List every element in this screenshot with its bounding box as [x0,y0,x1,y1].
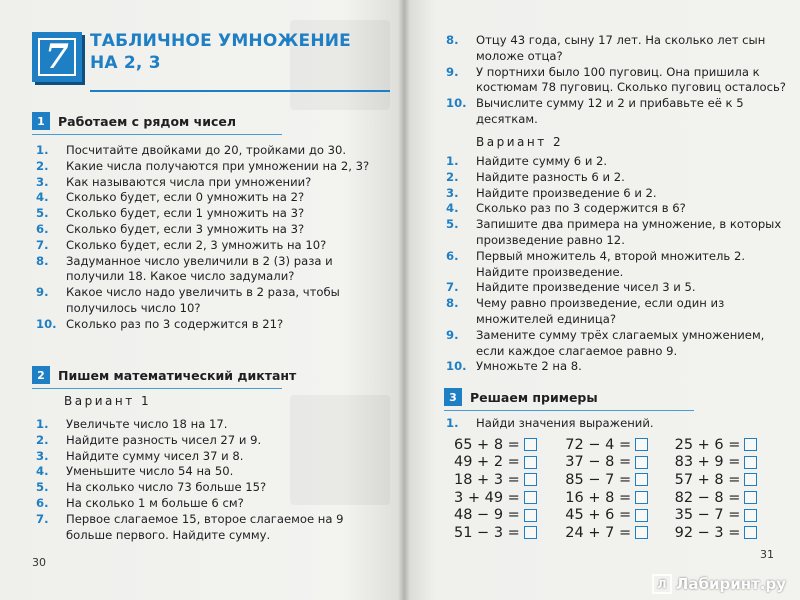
example [454,437,565,453]
item-number: 9. [36,285,49,300]
item-number: 5. [36,480,49,495]
section2-divider [32,388,282,389]
variant1-continued-list [446,33,786,128]
example-expression: 25 + 6 = [674,436,741,453]
answer-box [524,456,537,469]
page-number-right: 31 [760,548,774,561]
item-text: Вычислите сумму 12 и 2 и прибавьте её к 5 десяткам. [476,96,744,126]
answer-box [744,491,757,504]
example-expression: 49 + 2 = [454,454,520,471]
list-item [36,175,376,191]
item-number: 9. [446,327,459,342]
answer-box [524,491,537,504]
item-number: 1. [446,416,459,430]
example-expression: 51 − 3 = [454,524,520,541]
item-text: Отцу 43 года, сыну 17 лет. На сколько лет сын моложе отца? [476,33,766,63]
chapter-title [90,30,351,74]
chapter-number: 7 [45,37,69,77]
item-text: Найдите разность 6 и 2. [476,169,625,184]
list-item [36,433,376,449]
list-item [446,65,786,97]
item-text: Задуманное число увеличили в 2 (3) раза и получили 18. Какое число задумали? [66,253,333,284]
answer-box [744,473,757,486]
list-item [446,280,786,296]
item-text: У портнихи было 100 пуговиц. Она пришила к костюмам 78 пуговиц. Сколько пуговиц осталось? [476,64,786,95]
section2-title: Пишем математический диктант [58,367,297,383]
item-number: 2. [36,432,49,447]
item-number: 6. [36,495,49,510]
example-row [454,506,774,524]
list-item [36,317,376,333]
list-item [36,190,376,206]
item-text: Посчитайте двойками до 20, тройками до 30. [66,143,347,157]
list-item [36,449,376,465]
answer-box [635,456,648,469]
example-expression: 82 − 8 = [674,489,741,506]
list-item [446,33,786,65]
answer-box [744,438,757,451]
example [675,525,774,541]
right-page [404,0,800,600]
list-item [36,222,376,238]
example [675,490,774,506]
item-text: Как называются числа при умножении? [66,174,312,189]
example-expression: 16 + 8 = [565,489,632,506]
item-number: 7. [36,237,49,252]
list-item [36,206,376,222]
chapter-title-line2: НА 2, 3 [90,53,161,73]
answer-box [635,509,648,522]
item-number: 1. [36,417,49,431]
item-number: 10. [446,96,467,111]
item-number: 1. [446,154,459,168]
item-number: 4. [36,190,49,205]
example-expression: 24 + 7 = [565,524,632,541]
list-item [36,480,376,496]
item-number: 10. [446,359,467,374]
answer-box [524,438,537,451]
variant2-label: Вариант 2 [476,135,564,149]
answer-box [744,509,757,522]
variant1-label: Вариант 1 [64,394,152,408]
item-text: Найди значения выражений. [476,416,654,430]
item-text: Найдите сумму чисел 37 и 8. [66,448,244,463]
labirint-logo-icon: Л [652,574,672,594]
example [454,454,565,470]
item-number: 5. [446,217,459,232]
item-number: 2. [446,169,459,184]
example-expression: 85 − 7 = [565,471,632,488]
example-expression: 45 + 6 = [565,507,632,524]
item-number: 4. [36,464,49,479]
list-item [446,249,786,281]
item-number: 7. [36,511,49,526]
book-gutter [398,0,410,600]
examples-grid [454,436,774,542]
example [675,437,774,453]
list-item [36,159,376,175]
example-expression: 18 + 3 = [454,471,520,488]
item-text: На сколько число 73 больше 15? [66,480,267,495]
example [565,525,674,541]
example-row [454,524,774,542]
section3-number: 3 [444,388,462,406]
section1-question-list [36,143,376,333]
example-row [454,489,774,507]
example-expression: 92 − 3 = [674,524,741,541]
section1-heading [32,112,236,130]
variant2-question-list [446,154,786,375]
item-text: Увеличьте число 18 на 17. [66,417,228,431]
list-item [446,328,786,360]
list-item [36,496,376,512]
item-number: 8. [36,253,49,268]
watermark [652,574,786,594]
item-number: 3. [446,185,459,200]
answer-box [635,473,648,486]
item-number: 9. [446,64,459,79]
answer-box [524,473,537,486]
item-number: 8. [446,296,459,311]
section2-heading [32,366,296,384]
example-row [454,436,774,454]
chapter-header [28,28,398,100]
example [454,525,565,541]
item-text: Какие числа получаются при умножении на 2, 3? [66,158,370,173]
section1-number: 1 [32,112,50,130]
example [454,490,565,506]
example [565,454,674,470]
example [454,507,565,523]
item-text: Запишите два примера на умножение, в которых произведение равно 12. [476,217,782,247]
item-text: Сколько будет, если 3 умножить на 3? [66,221,305,236]
item-text: Чему равно произведение, если один из множителей единица? [476,296,725,326]
item-text: Сколько раз по 3 содержится в 21? [66,316,284,331]
example [454,472,565,488]
answer-box [744,526,757,539]
example-expression: 83 + 9 = [674,454,741,471]
answer-box [744,456,757,469]
section3-title: Решаем примеры [470,389,598,405]
item-number: 10. [36,316,57,331]
item-number: 2. [36,158,49,173]
list-item [446,416,786,432]
item-text: Сколько будет, если 0 умножить на 2? [66,190,305,205]
item-text: Уменьшите число 54 на 50. [66,464,234,479]
item-text: Первый множитель 4, второй множитель 2. Найдите произведение. [476,248,746,279]
item-number: 5. [36,206,49,221]
item-text: Найдите произведение 6 и 2. [476,185,657,200]
chapter-number-badge [32,32,82,82]
list-item [446,96,786,128]
example-expression: 35 − 7 = [674,507,741,524]
list-item [36,143,376,159]
item-number: 1. [36,143,49,157]
list-item [36,254,376,286]
list-item [446,170,786,186]
answer-box [635,438,648,451]
item-text: Сколько будет, если 1 умножить на 3? [66,206,305,221]
item-number: 7. [446,280,459,295]
item-text: Умножьте 2 на 8. [476,359,582,374]
item-text: Какое число надо увеличить в 2 раза, чтобы получилось число 10? [66,285,340,315]
list-item [36,238,376,254]
title-underline [90,90,390,92]
list-item [446,359,786,375]
list-item [36,464,376,480]
watermark-text: Лабиринт.ру [675,575,786,593]
item-number: 6. [446,248,459,263]
example [675,507,774,523]
section3-divider [444,410,694,411]
example [675,454,774,470]
item-text: Найдите сумму 6 и 2. [476,154,608,168]
example-row [454,454,774,472]
list-item [36,285,376,317]
item-text: Найдите разность чисел 27 и 9. [66,432,262,447]
list-item [446,154,786,170]
section3-task [446,416,786,432]
list-item [446,186,786,202]
section1-title: Работаем с рядом чисел [58,113,237,129]
chapter-title-line1: ТАБЛИЧНОЕ УМНОЖЕНИЕ [90,31,351,51]
example-row [454,471,774,489]
example [565,437,674,453]
example [565,490,674,506]
list-item [36,512,376,544]
item-text: Сколько будет, если 2, 3 умножить на 10? [66,237,327,252]
section2-number: 2 [32,366,50,384]
item-text: Первое слагаемое 15, второе слагаемое на 9 больше первого. Найдите сумму. [66,511,344,542]
example-expression: 65 + 8 = [454,436,520,453]
example-expression: 3 + 49 = [454,489,520,506]
example-expression: 72 − 4 = [565,436,632,453]
example [565,472,674,488]
item-number: 8. [446,33,459,47]
page-number-left: 30 [32,556,46,569]
list-item [446,201,786,217]
answer-box [524,509,537,522]
item-number: 4. [446,201,459,216]
section3-heading [444,388,598,406]
list-item [446,217,786,249]
variant1-question-list [36,417,376,543]
answer-box [635,526,648,539]
item-text: Найдите произведение чисел 3 и 5. [476,280,696,295]
example-expression: 57 + 8 = [674,471,741,488]
example [565,507,674,523]
item-text: Замените сумму трёх слагаемых умножением, если каждое слагаемое равно 9. [476,327,765,358]
answer-box [524,526,537,539]
item-text: Сколько раз по 3 содержится в 6? [476,201,686,216]
answer-box [635,491,648,504]
list-item [446,296,786,328]
item-number: 3. [36,448,49,463]
example-expression: 37 − 8 = [565,454,632,471]
example [675,472,774,488]
example-expression: 48 − 9 = [454,507,520,524]
item-text: На сколько 1 м больше 6 см? [66,495,244,510]
list-item [36,417,376,433]
item-number: 6. [36,221,49,236]
item-number: 3. [36,174,49,189]
section1-divider [32,134,282,135]
